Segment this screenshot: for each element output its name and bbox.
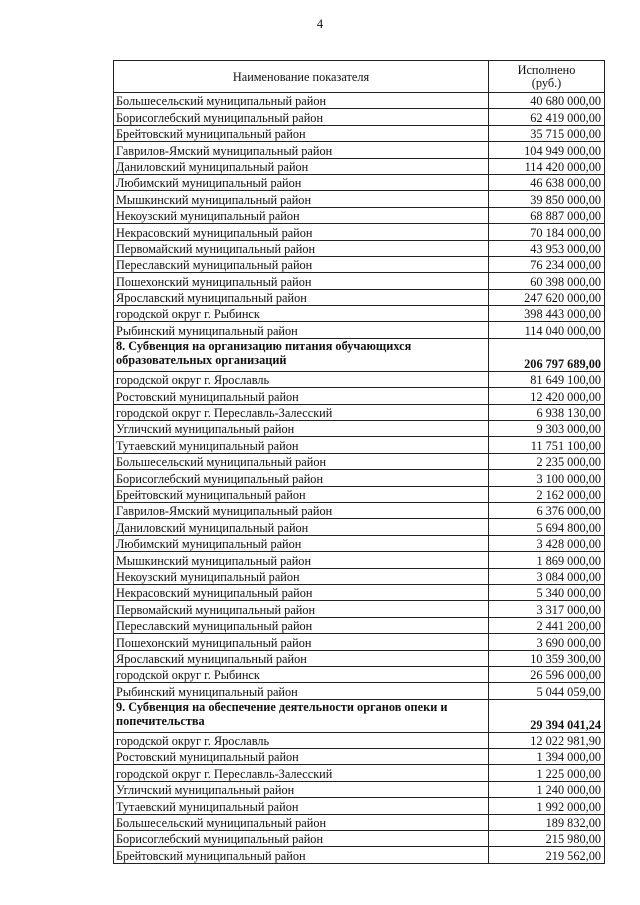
table-row [114,519,605,535]
row-value: 68 887 000,00 [489,207,605,223]
row-value: 3 317 000,00 [489,601,605,617]
row-value: 5 694 800,00 [489,519,605,535]
row-value: 1 869 000,00 [489,552,605,568]
page-number: 4 [316,17,324,31]
row-name: Переславский муниципальный район [114,617,489,633]
header-executed-unit: (руб.) [531,75,562,90]
row-name: Даниловский муниципальный район [114,158,489,174]
row-value: 219 562,00 [489,847,605,863]
table-row [114,798,605,814]
table-row [114,437,605,453]
row-name: Ростовский муниципальный район [114,749,489,765]
row-name: Брейтовский муниципальный район [114,847,489,863]
row-name: Ярославский муниципальный район [114,289,489,305]
row-name: Первомайский муниципальный район [114,601,489,617]
row-name: городской округ г. Рыбинск [114,306,489,322]
table-row [114,650,605,666]
row-value: 43 953 000,00 [489,240,605,256]
row-name: Первомайский муниципальный район [114,240,489,256]
header-executed-label: Исполнено [517,62,576,77]
row-value: 9 303 000,00 [489,421,605,437]
row-name: Некрасовский муниципальный район [114,224,489,240]
table-row [114,847,605,863]
table-row [114,584,605,600]
row-name: Пошехонский муниципальный район [114,634,489,650]
row-value: 3 100 000,00 [489,470,605,486]
table-row [114,552,605,568]
row-name: городской округ г. Переславль-Залесский [114,765,489,781]
row-name: Борисоглебский муниципальный район [114,109,489,125]
row-name: Гаврилов-Ямский муниципальный район [114,502,489,518]
row-name: Некоузский муниципальный район [114,568,489,584]
row-name: городской округ г. Ярославль [114,732,489,748]
table-row [114,142,605,158]
row-value: 46 638 000,00 [489,174,605,190]
row-value: 3 084 000,00 [489,568,605,584]
header-indicator-name: Наименование показателя [114,61,489,93]
table-row [114,289,605,305]
header-executed [489,61,605,93]
table-body [114,93,605,864]
table-row [114,174,605,190]
row-name: Рыбинский муниципальный район [114,322,489,338]
section-row [114,699,605,732]
table-row [114,371,605,387]
table-row [114,634,605,650]
table-row [114,306,605,322]
table-row [114,322,605,338]
row-name: Большесельский муниципальный район [114,814,489,830]
row-name: Борисоглебский муниципальный район [114,470,489,486]
row-name: Угличский муниципальный район [114,781,489,797]
row-value: 11 751 100,00 [489,437,605,453]
table-row [114,224,605,240]
row-name: Гаврилов-Ямский муниципальный район [114,142,489,158]
table-row [114,732,605,748]
row-value: 398 443 000,00 [489,306,605,322]
row-name: Борисоглебский муниципальный район [114,831,489,847]
table-row [114,470,605,486]
row-value: 1 240 000,00 [489,781,605,797]
row-name: Некоузский муниципальный район [114,207,489,223]
section-total: 29 394 041,24 [489,699,605,732]
row-value: 3 690 000,00 [489,634,605,650]
row-name: Переславский муниципальный район [114,256,489,272]
row-value: 81 649 100,00 [489,371,605,387]
table-row [114,502,605,518]
table-row [114,666,605,682]
row-value: 40 680 000,00 [489,93,605,109]
row-value: 247 620 000,00 [489,289,605,305]
row-name: Даниловский муниципальный район [114,519,489,535]
row-name: Любимский муниципальный район [114,535,489,551]
row-value: 5 044 059,00 [489,683,605,699]
table-row [114,831,605,847]
row-value: 215 980,00 [489,831,605,847]
table-row [114,749,605,765]
row-name: Брейтовский муниципальный район [114,486,489,502]
row-name: Мышкинский муниципальный район [114,191,489,207]
table-row [114,207,605,223]
row-value: 12 022 981,90 [489,732,605,748]
row-value: 1 992 000,00 [489,798,605,814]
row-name: Ростовский муниципальный район [114,388,489,404]
row-name: Мышкинский муниципальный район [114,552,489,568]
row-value: 1 225 000,00 [489,765,605,781]
table-row [114,191,605,207]
row-value: 62 419 000,00 [489,109,605,125]
row-value: 114 420 000,00 [489,158,605,174]
row-value: 76 234 000,00 [489,256,605,272]
table-row [114,421,605,437]
table-row [114,256,605,272]
row-value: 35 715 000,00 [489,125,605,141]
row-value: 6 376 000,00 [489,502,605,518]
section-row [114,338,605,371]
budget-table [113,60,605,864]
row-name: городской округ г. Рыбинск [114,666,489,682]
section-title: 9. Субвенция на обеспечение деятельности органов опеки и попечительства [114,699,489,732]
row-value: 39 850 000,00 [489,191,605,207]
row-value: 3 428 000,00 [489,535,605,551]
row-name: Угличский муниципальный район [114,421,489,437]
row-value: 2 162 000,00 [489,486,605,502]
row-name: Тутаевский муниципальный район [114,437,489,453]
row-value: 189 832,00 [489,814,605,830]
table-row [114,404,605,420]
row-name: городской округ г. Ярославль [114,371,489,387]
row-value: 2 441 200,00 [489,617,605,633]
row-name: Ярославский муниципальный район [114,650,489,666]
table-row [114,240,605,256]
table-header-row [114,61,605,93]
row-value: 60 398 000,00 [489,273,605,289]
table-row [114,535,605,551]
table-row [114,601,605,617]
row-value: 1 394 000,00 [489,749,605,765]
row-name: Любимский муниципальный район [114,174,489,190]
table-row [114,125,605,141]
row-value: 114 040 000,00 [489,322,605,338]
row-name: Брейтовский муниципальный район [114,125,489,141]
table-row [114,453,605,469]
row-name: Пошехонский муниципальный район [114,273,489,289]
row-name: Рыбинский муниципальный район [114,683,489,699]
row-value: 26 596 000,00 [489,666,605,682]
table-row [114,273,605,289]
table-row [114,388,605,404]
row-value: 6 938 130,00 [489,404,605,420]
row-value: 104 949 000,00 [489,142,605,158]
table-row [114,765,605,781]
row-value: 5 340 000,00 [489,584,605,600]
table-row [114,93,605,109]
row-name: Большесельский муниципальный район [114,453,489,469]
row-name: Некрасовский муниципальный район [114,584,489,600]
section-total: 206 797 689,00 [489,338,605,371]
table-row [114,814,605,830]
table-row [114,158,605,174]
table-row [114,109,605,125]
row-value: 10 359 300,00 [489,650,605,666]
row-name: Большесельский муниципальный район [114,93,489,109]
row-value: 70 184 000,00 [489,224,605,240]
row-value: 2 235 000,00 [489,453,605,469]
row-name: Тутаевский муниципальный район [114,798,489,814]
table-row [114,683,605,699]
table-row [114,617,605,633]
table-row [114,568,605,584]
row-name: городской округ г. Переславль-Залесский [114,404,489,420]
table-row [114,781,605,797]
section-title: 8. Субвенция на организацию питания обучающихся образовательных организаций [114,338,489,371]
row-value: 12 420 000,00 [489,388,605,404]
table-row [114,486,605,502]
